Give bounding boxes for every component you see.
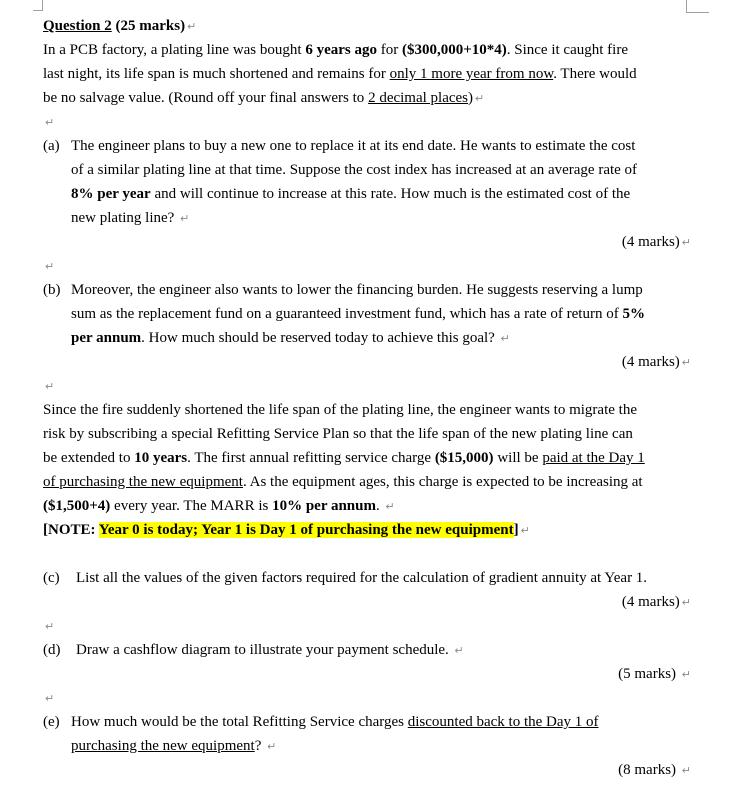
scenario-paragraph: Since the fire suddenly shortened the life span of the plating line, the engineer wants to migrate the risk by subscribing a special Refitting Service Plan so that the life span of the new plating line can be extended to 10 years. The first annual refitting service charge ($15,000) will be paid at the Day 1 of purchasing the new equipment. As the equipment ages, this charge is expected to be increasing at ($1,500+4) every year. The MARR is 10% per annum. ↵ [NOTE: Year 0 is today; Year 1 is Day 1 of purchasing the new equipment] ↵ xyxy=(43,398,691,542)
paragraph-mark-icon: ↵ xyxy=(520,525,530,537)
part-c-marks: (4 marks) ↵ xyxy=(621,594,691,610)
part-d-text: Draw a cashflow diagram to illustrate your payment schedule. ↵ xyxy=(76,642,464,658)
line-break-icon: ↵ xyxy=(454,645,464,657)
empty-paragraph xyxy=(43,686,691,710)
paragraph-mark-icon: ↵ xyxy=(681,237,691,249)
empty-paragraph xyxy=(43,542,691,566)
question-title xyxy=(43,14,691,38)
part-e-marks: (8 marks) ↵ xyxy=(618,762,691,778)
note-line: [NOTE: Year 0 is today; Year 1 is Day 1 of purchasing the new equipment] ↵ xyxy=(43,522,530,538)
note-highlight: Year 0 is today; Year 1 is Day 1 of purchasing the new equipment xyxy=(98,522,514,538)
paragraph-mark-icon: ↵ xyxy=(45,693,55,705)
part-a-label: (a) xyxy=(43,138,60,154)
part-c-text: List all the values of the given factors required for the calculation of gradient annuity at Year 1. xyxy=(76,570,648,586)
part-d-label: (d) xyxy=(43,642,61,658)
paragraph-mark-icon: ↵ xyxy=(45,261,55,273)
part-b-text: Moreover, the engineer also wants to lower the financing burden. He suggests reserving a lump sum as the replacement fund on a guaranteed investment fund, which has a rate of return of 5% per annum. How much should be reserved today to achieve this goal? ↵ xyxy=(71,282,645,346)
empty-paragraph xyxy=(43,614,691,638)
part-d-marks: (5 marks) ↵ xyxy=(618,666,691,682)
paragraph-mark-icon: ↵ xyxy=(187,21,197,33)
paragraph-mark-icon: ↵ xyxy=(475,93,485,105)
empty-paragraph xyxy=(43,374,691,398)
question-number: Question 2 xyxy=(43,18,112,34)
paragraph-mark-icon: ↵ xyxy=(45,621,55,633)
empty-paragraph xyxy=(43,110,691,134)
paragraph-mark-icon: ↵ xyxy=(45,117,55,129)
line-break-icon: ↵ xyxy=(681,765,691,777)
intro-paragraph: In a PCB factory, a plating line was bought 6 years ago for ($300,000+10*4). Since it caught fire last night, its life span is much shortened and remains for only 1 more year from now. There would be no salvage value. (Round off your final answers to 2 decimal places) ↵ xyxy=(43,42,637,106)
paragraph-mark-icon: ↵ xyxy=(45,381,55,393)
part-b-label: (b) xyxy=(43,282,61,298)
part-e-label: (e) xyxy=(43,714,60,730)
part-a-marks: (4 marks) ↵ xyxy=(621,234,691,250)
line-break-icon: ↵ xyxy=(681,669,691,681)
line-break-icon: ↵ xyxy=(500,333,510,345)
part-b-marks: (4 marks) ↵ xyxy=(621,354,691,370)
empty-paragraph xyxy=(43,254,691,278)
part-c-label: (c) xyxy=(43,570,60,586)
page-corner-mark-right xyxy=(686,0,709,13)
page-corner-mark-left xyxy=(33,0,43,11)
line-break-icon: ↵ xyxy=(180,213,190,225)
line-break-icon: ↵ xyxy=(385,501,395,513)
part-a-text: The engineer plans to buy a new one to replace it at its end date. He wants to estimate the cost of a similar plating line at that time. Suppose the cost index has increased at an average rate of 8% per year and will continue to increase at this rate. How much is the estimated cost of the new plating line? ↵ xyxy=(71,138,638,226)
part-e-text: How much would be the total Refitting Service charges discounted back to the Day 1 of purchasing the new equipment? ↵ xyxy=(71,714,599,754)
paragraph-mark-icon: ↵ xyxy=(681,597,691,609)
question-total-marks: (25 marks) xyxy=(115,18,186,34)
line-break-icon: ↵ xyxy=(267,741,277,753)
paragraph-mark-icon: ↵ xyxy=(681,357,691,369)
